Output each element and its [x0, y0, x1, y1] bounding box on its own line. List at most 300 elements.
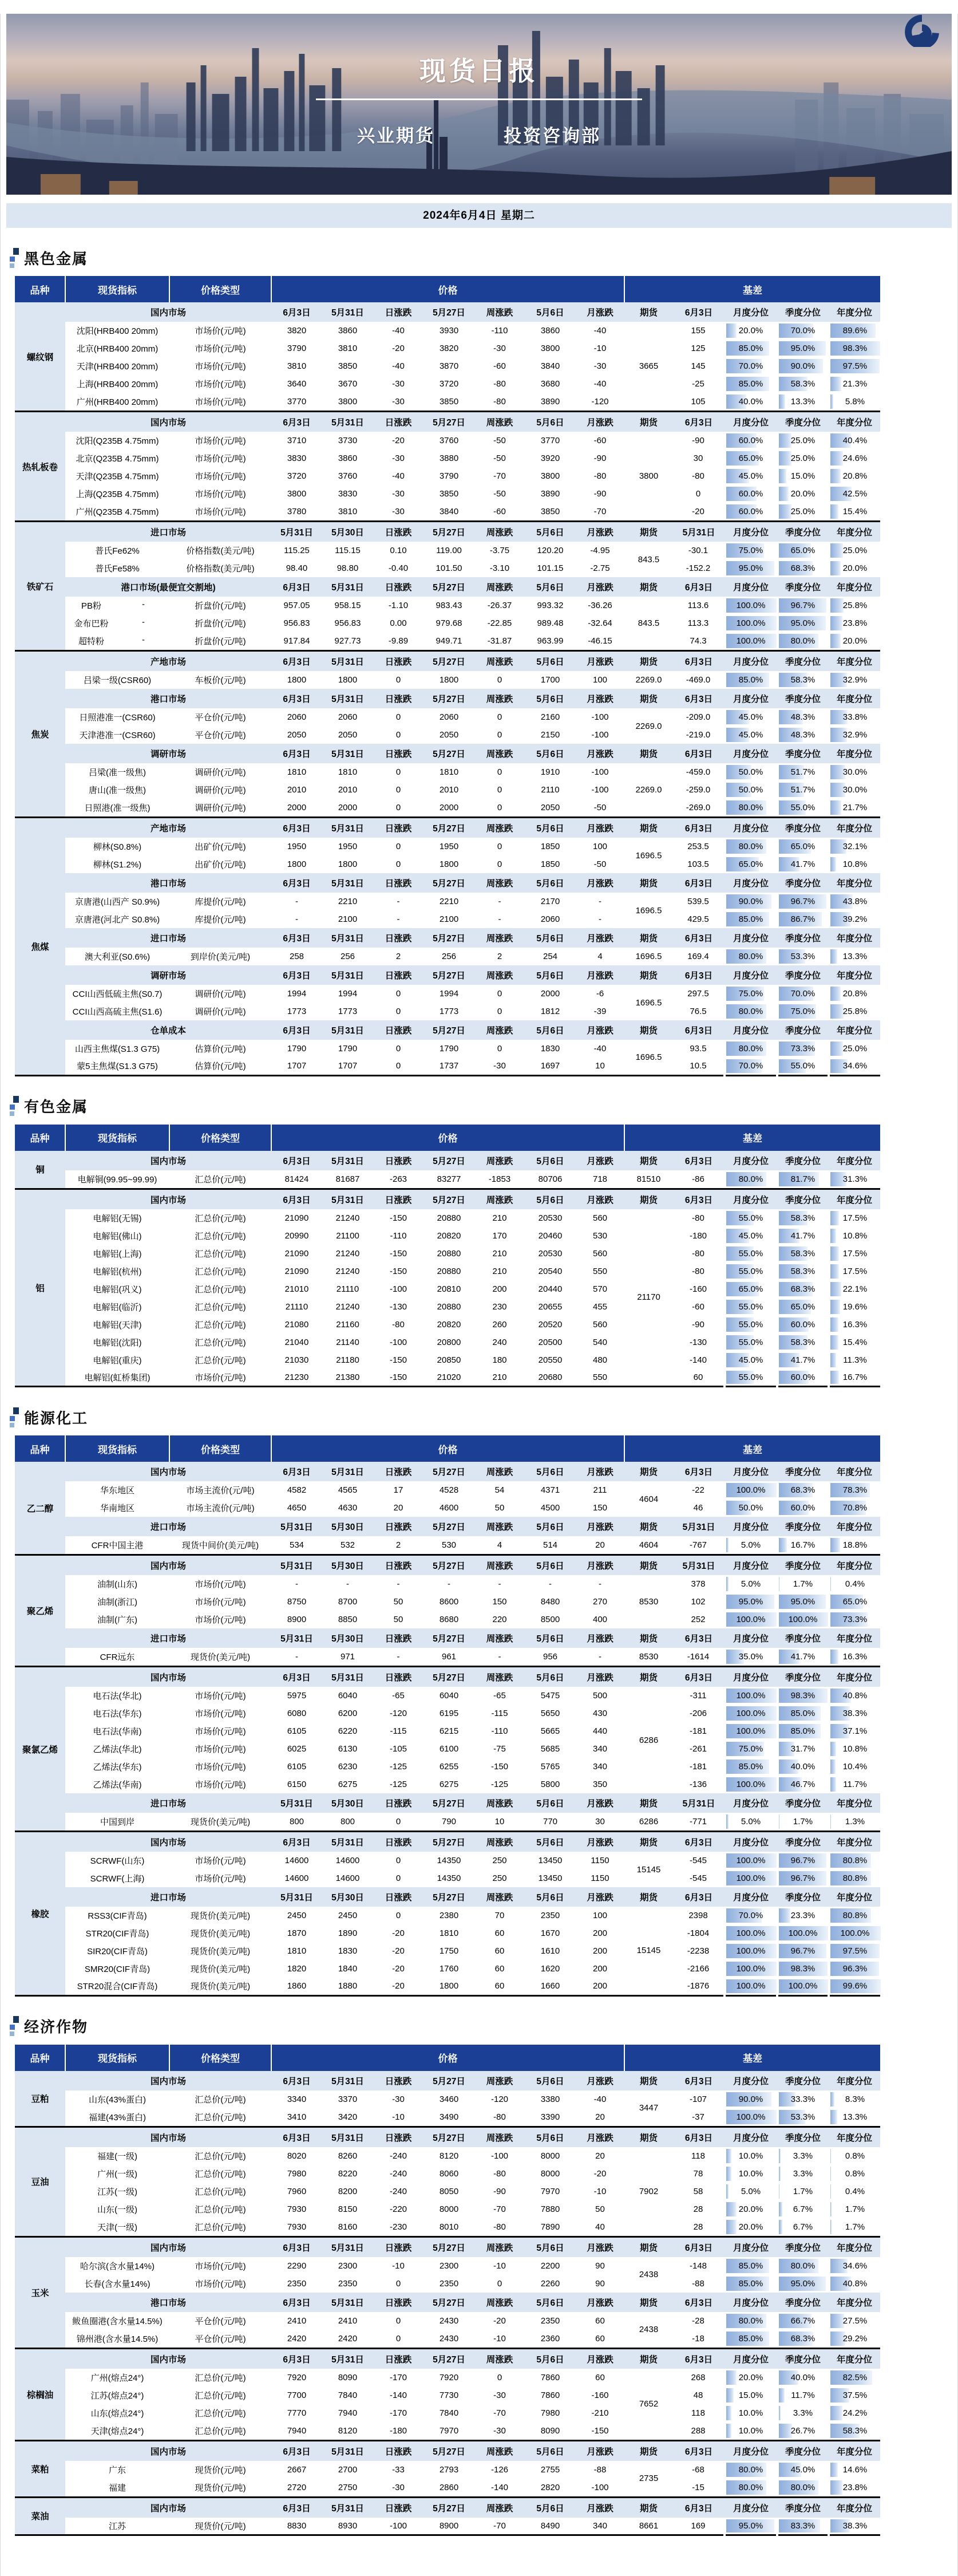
bullet-square-light — [10, 2031, 14, 2036]
table-row — [15, 375, 880, 393]
basis-cell: 103.5 — [673, 855, 725, 873]
column-label-cell: 5月6日 — [525, 744, 576, 763]
column-label-cell: 日涨跌 — [373, 1793, 423, 1813]
basis-cell: -80 — [673, 1245, 725, 1263]
price-cell: 8900 — [271, 1611, 322, 1628]
percentile-cell — [829, 340, 880, 357]
column-label-cell: 5月27日 — [423, 1667, 474, 1687]
price-type-cell: 汇总价(元/吨) — [169, 2386, 271, 2404]
percentile-cell — [725, 559, 777, 577]
percentile-cell — [777, 1298, 829, 1316]
change-cell: -4.95 — [576, 542, 624, 559]
indicator-cell: 华南地区 — [65, 1499, 169, 1517]
percentile-value: 45.0% — [739, 471, 763, 481]
change-cell: 200 — [576, 1978, 624, 1995]
column-label-cell: 月涨跌 — [576, 302, 624, 322]
price-cell: 3860 — [525, 322, 576, 340]
price-cell: 6230 — [322, 1758, 373, 1776]
percentile-cell — [725, 1942, 777, 1960]
price-type-cell: 折盘价(元/吨) — [169, 614, 271, 632]
price-type-cell: 汇总价(元/吨) — [169, 1351, 271, 1369]
percentile-value: 60.0% — [739, 489, 763, 499]
indicator-cell: 电解铝(杭州) — [65, 1263, 169, 1280]
column-label-cell: 6月3日 — [673, 1020, 725, 1040]
column-label-cell: 月度分位 — [725, 2293, 777, 2312]
indicator-cell: SCRWF(上海) — [65, 1869, 169, 1887]
variety-cell: 焦煤 — [15, 818, 65, 1075]
price-cell: 1820 — [271, 1960, 322, 1978]
change-cell: -30 — [474, 1058, 525, 1075]
change-cell: -30 — [373, 503, 423, 520]
price-cell: 7860 — [525, 2369, 576, 2386]
change-cell: -240 — [373, 2147, 423, 2165]
percentile-cell — [725, 2275, 777, 2293]
market-label-cell: 产地市场 — [65, 818, 271, 838]
percentile-bar — [830, 2167, 831, 2181]
percentile-cell — [725, 799, 777, 816]
price-cell: 256 — [322, 948, 373, 965]
percentile-value: 58.3% — [791, 1267, 816, 1276]
percentile-cell — [725, 432, 777, 449]
basis-cell: 58 — [673, 2183, 725, 2200]
percentile-cell — [777, 1852, 829, 1869]
percentile-value: 98.3% — [791, 1964, 816, 1974]
basis-cell: -2238 — [673, 1942, 725, 1960]
basis-cell: 28 — [673, 2218, 725, 2236]
column-label-cell: 5月6日 — [525, 1832, 576, 1852]
indicator-cell: CCI山西高硫主焦(S1.6) — [65, 1003, 169, 1020]
change-cell: 0 — [373, 2330, 423, 2348]
column-label-cell: 5月31日 — [322, 1190, 373, 1209]
percentile-value: 80.0% — [739, 2465, 763, 2475]
change-cell: 0 — [474, 1003, 525, 1020]
percentile-cell — [829, 2183, 880, 2200]
basis-cell: -206 — [673, 1705, 725, 1722]
price-type-cell: 市场价(元/吨) — [169, 1369, 271, 1387]
column-label-cell: 6月3日 — [271, 2441, 322, 2461]
percentile-cell — [777, 1942, 829, 1960]
futures-cell: 7652 — [624, 2369, 673, 2440]
basis-cell: 74.3 — [673, 632, 725, 650]
percentile-value: 41.7% — [791, 1231, 816, 1241]
indicator-cell: CCI山西低硫主焦(S0.7) — [65, 985, 169, 1003]
price-type-cell: 汇总价(元/吨) — [169, 2422, 271, 2440]
table-row — [15, 2386, 880, 2404]
price-cell: 3720 — [271, 467, 322, 485]
change-cell: 480 — [576, 1351, 624, 1369]
percentile-value: 13.3% — [791, 397, 816, 407]
futures-cell: 8530 — [624, 1648, 673, 1666]
percentile-value: 31.7% — [791, 1744, 816, 1754]
percentile-value: 60.0% — [791, 1503, 816, 1513]
column-label-cell: 5月27日 — [423, 1887, 474, 1907]
percentile-bar — [830, 1777, 836, 1792]
indicator-cell: 山东(43%蛋白) — [65, 2090, 169, 2108]
city-skyline-image — [6, 14, 952, 195]
price-table — [15, 2045, 880, 2536]
table-row — [15, 1369, 880, 1387]
percentile-value: 1.7% — [845, 2204, 865, 2214]
change-cell: -40 — [373, 322, 423, 340]
column-label-cell: 月涨跌 — [576, 522, 624, 542]
change-cell: -90 — [576, 449, 624, 467]
table-row — [15, 763, 880, 781]
percentile-bar — [830, 1042, 843, 1056]
basis-cell: -60 — [673, 1298, 725, 1316]
indicator-cell: 乙烯法(华东) — [65, 1758, 169, 1776]
price-cell: 8120 — [322, 2422, 373, 2440]
percentile-value: 58.3% — [791, 1213, 816, 1223]
price-type-cell: 调研价(元/吨) — [169, 781, 271, 799]
column-label-cell: 周涨跌 — [474, 2128, 525, 2147]
change-cell: -115 — [474, 1705, 525, 1722]
futures-cell: 15145 — [624, 1852, 673, 1887]
price-cell: 2260 — [525, 2275, 576, 2293]
price-cell: 1950 — [322, 838, 373, 855]
column-label-cell: 5月6日 — [525, 2071, 576, 2090]
price-type-cell: 车板价(元/吨) — [169, 671, 271, 689]
indicator-split — [65, 617, 169, 629]
change-cell: 200 — [576, 1924, 624, 1942]
basis-cell: -1804 — [673, 1924, 725, 1942]
subheader-row — [15, 577, 880, 597]
percentile-cell — [725, 1575, 777, 1593]
percentile-cell — [777, 1369, 829, 1387]
market-label-cell: 进口市场 — [65, 1793, 271, 1813]
price-cell: 6105 — [271, 1722, 322, 1740]
change-cell: 340 — [576, 1758, 624, 1776]
percentile-value: 58.3% — [791, 675, 816, 685]
percentile-cell — [777, 1758, 829, 1776]
column-label-cell: 年度分位 — [829, 744, 880, 763]
basis-cell: -311 — [673, 1687, 725, 1705]
basis-cell: -80 — [673, 1263, 725, 1280]
percentile-bar — [726, 2370, 737, 2385]
price-cell: 917.84 — [271, 632, 322, 650]
column-label-cell: 年度分位 — [829, 522, 880, 542]
indicator-cell: 电解铝(无锡) — [65, 1209, 169, 1227]
subheader-row — [15, 965, 880, 985]
variety-cell: 铜 — [15, 1151, 65, 1188]
change-cell: 1150 — [576, 1852, 624, 1869]
price-cell: 1810 — [271, 763, 322, 781]
price-cell: 1950 — [271, 838, 322, 855]
column-label-cell: 6月3日 — [271, 1190, 322, 1209]
column-label-cell: 月涨跌 — [576, 1667, 624, 1687]
column-label-cell: 5月6日 — [525, 522, 576, 542]
table-row — [15, 1852, 880, 1869]
price-cell: 20880 — [423, 1263, 474, 1280]
percentile-cell — [829, 671, 880, 689]
percentile-cell — [725, 322, 777, 340]
percentile-cell — [725, 838, 777, 855]
percentile-value: 96.3% — [843, 1964, 868, 1974]
price-cell: 8260 — [322, 2147, 373, 2165]
indicator-cell: 长春(含水量14%) — [65, 2275, 169, 2293]
price-type-cell: 汇总价(元/吨) — [169, 1245, 271, 1263]
column-label-cell: 周涨跌 — [474, 2498, 525, 2518]
column-label-cell: 5月31日 — [322, 1667, 373, 1687]
company-swirl-logo-icon — [896, 14, 948, 47]
column-label-cell: 5月27日 — [423, 577, 474, 597]
percentile-bar — [726, 2388, 734, 2403]
percentile-cell — [829, 2404, 880, 2422]
indicator-cell: 天津港准一(CSR60) — [65, 726, 169, 744]
change-cell: - — [576, 893, 624, 910]
percentile-value: 21.3% — [843, 379, 868, 389]
column-label-cell: 周涨跌 — [474, 1556, 525, 1575]
header-row — [15, 1435, 880, 1462]
column-label-cell: 周涨跌 — [474, 412, 525, 432]
futures-cell: 3800 — [624, 432, 673, 520]
change-cell: 150 — [576, 1499, 624, 1517]
column-label-cell: 日涨跌 — [373, 2498, 423, 2518]
basis-cell: -269.0 — [673, 799, 725, 816]
column-label-cell: 季度分位 — [777, 1887, 829, 1907]
price-type-cell: 现货价(美元/吨) — [169, 1942, 271, 1960]
percentile-value: 55.0% — [791, 1061, 816, 1071]
price-cell: 6130 — [322, 1740, 373, 1758]
indicator-cell: 京唐港(山西产 S0.9%) — [65, 893, 169, 910]
column-label-cell: 期货 — [624, 1517, 673, 1536]
percentile-cell — [777, 708, 829, 726]
price-cell: 8850 — [322, 1611, 373, 1628]
price-cell: 3930 — [423, 322, 474, 340]
percentile-value: 80.0% — [739, 803, 763, 812]
column-label-cell: 月涨跌 — [576, 1517, 624, 1536]
percentile-value: 29.2% — [843, 2334, 868, 2344]
percentile-value: 60.0% — [791, 1320, 816, 1330]
price-cell: - — [322, 1575, 373, 1593]
percentile-value: 20.0% — [739, 2204, 763, 2214]
change-cell: -125 — [373, 1776, 423, 1793]
column-label-cell: 5月6日 — [525, 302, 576, 322]
price-type-cell: 价格指数(美元/吨) — [169, 559, 271, 577]
column-label-cell: 月度分位 — [725, 689, 777, 708]
column-label-cell: 5月31日 — [271, 1793, 322, 1813]
percentile-cell — [725, 1170, 777, 1188]
price-cell: 2430 — [423, 2330, 474, 2348]
percentile-value: 31.3% — [843, 1174, 868, 1184]
price-cell: 3860 — [322, 322, 373, 340]
change-cell: -20 — [373, 1960, 423, 1978]
column-label-cell: 6月3日 — [271, 2498, 322, 2518]
indicator-cell: 吕梁(准一级焦) — [65, 763, 169, 781]
price-cell: 20850 — [423, 1351, 474, 1369]
column-label-cell: 6月3日 — [673, 2441, 725, 2461]
col-header-variety: 品种 — [15, 1125, 65, 1151]
price-type-cell: 汇总价(元/吨) — [169, 1298, 271, 1316]
percentile-bar — [830, 451, 843, 466]
price-cell: 3410 — [271, 2108, 322, 2126]
basis-cell: 60 — [673, 1369, 725, 1387]
price-cell: 2000 — [271, 799, 322, 816]
table-row — [15, 1575, 880, 1593]
percentile-cell — [725, 340, 777, 357]
column-label-cell: 年度分位 — [829, 1628, 880, 1648]
change-cell: -1853 — [474, 1170, 525, 1188]
column-label-cell: 6月3日 — [673, 873, 725, 893]
basis-cell: -28 — [673, 2312, 725, 2330]
column-label-cell: 季度分位 — [777, 928, 829, 948]
percentile-bar — [830, 2220, 831, 2234]
column-label-cell: 期货 — [624, 1887, 673, 1907]
column-label-cell: 6月3日 — [271, 302, 322, 322]
price-cell: 3730 — [322, 432, 373, 449]
column-label-cell: 期货 — [624, 873, 673, 893]
indicator-cell: 电解铜(99.95~99.99) — [65, 1170, 169, 1188]
column-label-cell: 年度分位 — [829, 2498, 880, 2518]
market-label-cell: 国内市场 — [65, 302, 271, 322]
change-cell: 0 — [373, 671, 423, 689]
column-label-cell: 期货 — [624, 744, 673, 763]
indicator-cell: 乙烯法(华南) — [65, 1776, 169, 1793]
percentile-value: 45.0% — [739, 1231, 763, 1241]
change-cell: - — [373, 910, 423, 928]
change-cell: -20 — [373, 340, 423, 357]
column-label-cell: 5月6日 — [525, 577, 576, 597]
percentile-value: 5.0% — [741, 1540, 761, 1550]
indicator-cell: 天津(一级) — [65, 2218, 169, 2236]
table-row — [15, 2422, 880, 2440]
column-label-cell: 周涨跌 — [474, 2238, 525, 2257]
price-cell: 530 — [423, 1536, 474, 1554]
price-cell: 2350 — [525, 1907, 576, 1924]
column-label-cell: 6月3日 — [673, 928, 725, 948]
change-cell: -140 — [373, 2386, 423, 2404]
price-cell: 115.15 — [322, 542, 373, 559]
price-cell: 5765 — [525, 1758, 576, 1776]
percentile-value: 96.7% — [791, 1873, 816, 1883]
change-cell: -130 — [373, 1298, 423, 1316]
price-cell: 1800 — [322, 671, 373, 689]
change-cell: -3.75 — [474, 542, 525, 559]
change-cell: 0 — [474, 726, 525, 744]
basis-cell: 2398 — [673, 1907, 725, 1924]
column-label-cell: 5月31日 — [322, 2238, 373, 2257]
percentile-cell — [777, 855, 829, 873]
percentile-cell — [777, 1722, 829, 1740]
percentile-value: 100.0% — [737, 1873, 766, 1883]
column-label-cell: 月度分位 — [725, 522, 777, 542]
change-cell: -60 — [576, 432, 624, 449]
column-label-cell: 期货 — [624, 2498, 673, 2518]
change-cell: -40 — [576, 1040, 624, 1058]
price-type-cell: 市场价(元/吨) — [169, 432, 271, 449]
price-cell: 21040 — [271, 1334, 322, 1351]
column-label-cell: 期货 — [624, 2128, 673, 2147]
column-label-cell: 5月6日 — [525, 2441, 576, 2461]
percentile-value: 85.0% — [791, 1726, 816, 1736]
change-cell: 0 — [373, 1813, 423, 1831]
percentile-cell — [777, 1593, 829, 1611]
percentile-cell — [725, 985, 777, 1003]
percentile-value: 16.7% — [843, 1372, 868, 1382]
change-cell: -170 — [373, 2369, 423, 2386]
percentile-value: 85.0% — [739, 379, 763, 389]
column-label-cell: 年度分位 — [829, 1832, 880, 1852]
section-title — [10, 2014, 957, 2039]
percentile-cell — [777, 763, 829, 781]
column-label-cell: 5月6日 — [525, 2238, 576, 2257]
percentile-cell — [725, 2147, 777, 2165]
percentile-cell — [829, 1280, 880, 1298]
column-label-cell: 5月6日 — [525, 965, 576, 985]
indicator-cell: SIR20(CIF青岛) — [65, 1942, 169, 1960]
percentile-value: 80.0% — [739, 952, 763, 961]
basis-cell: -180 — [673, 1227, 725, 1245]
column-label-cell: 5月30日 — [322, 1556, 373, 1575]
bullet-square-mid — [10, 257, 15, 262]
price-cell: - — [423, 1575, 474, 1593]
percentile-value: 10.0% — [739, 2169, 763, 2179]
change-cell: 430 — [576, 1705, 624, 1722]
percentile-cell — [725, 503, 777, 520]
price-cell: 1737 — [423, 1058, 474, 1075]
column-label-cell: 6月3日 — [271, 928, 322, 948]
change-cell: 100 — [576, 1907, 624, 1924]
subheader-row — [15, 1190, 880, 1209]
section-bullet-icon — [10, 1096, 19, 1116]
percentile-value: 100.0% — [737, 1485, 766, 1495]
basis-cell: 113.6 — [673, 597, 725, 614]
percentile-value: 55.0% — [739, 1338, 763, 1347]
indicator-split — [65, 599, 169, 612]
percentile-value: 30.0% — [843, 767, 868, 777]
price-cell: 3800 — [271, 485, 322, 503]
price-type-cell: 汇总价(元/吨) — [169, 1280, 271, 1298]
percentile-cell — [777, 799, 829, 816]
price-cell: 8480 — [525, 1593, 576, 1611]
price-type-cell: 市场价(元/吨) — [169, 1776, 271, 1793]
percentile-value: 22.1% — [843, 1284, 868, 1294]
percentile-value: 20.0% — [739, 2373, 763, 2382]
price-type-cell: 市场价(元/吨) — [169, 2275, 271, 2293]
column-label-cell: 5月31日 — [271, 1628, 322, 1648]
percentile-value: 20.8% — [843, 471, 868, 481]
table-row — [15, 2108, 880, 2126]
table-row — [15, 1648, 880, 1666]
column-label-cell: 月度分位 — [725, 1517, 777, 1536]
column-label-cell: 季度分位 — [777, 522, 829, 542]
table-row — [15, 1170, 880, 1188]
price-cell: 2420 — [271, 2330, 322, 2348]
change-cell: 0 — [373, 1058, 423, 1075]
percentile-cell — [777, 1575, 829, 1593]
percentile-value: 55.0% — [739, 1372, 763, 1382]
change-cell: -120 — [474, 2090, 525, 2108]
indicator-cell: CFR中国主港 — [65, 1536, 169, 1554]
percentile-value: 100.0% — [789, 1981, 818, 1991]
price-cell: 8500 — [525, 1611, 576, 1628]
price-cell: 2110 — [525, 781, 576, 799]
price-cell: - — [525, 1575, 576, 1593]
price-cell: 3860 — [322, 449, 373, 467]
column-label-cell: 周涨跌 — [474, 1793, 525, 1813]
price-cell: 7940 — [322, 2404, 373, 2422]
variety-cell: 菜油 — [15, 2498, 65, 2535]
percentile-bar — [830, 1282, 841, 1296]
indicator-cell: 油制(山东) — [65, 1575, 169, 1593]
col-header-price-type: 价格类型 — [169, 2045, 271, 2071]
table-row — [15, 1924, 880, 1942]
percentile-cell — [829, 467, 880, 485]
indicator-cell: 油制(广东) — [65, 1611, 169, 1628]
change-cell: 550 — [576, 1369, 624, 1387]
column-label-cell: 年度分位 — [829, 2293, 880, 2312]
change-cell: -160 — [576, 2386, 624, 2404]
price-cell: 20990 — [271, 1227, 322, 1245]
